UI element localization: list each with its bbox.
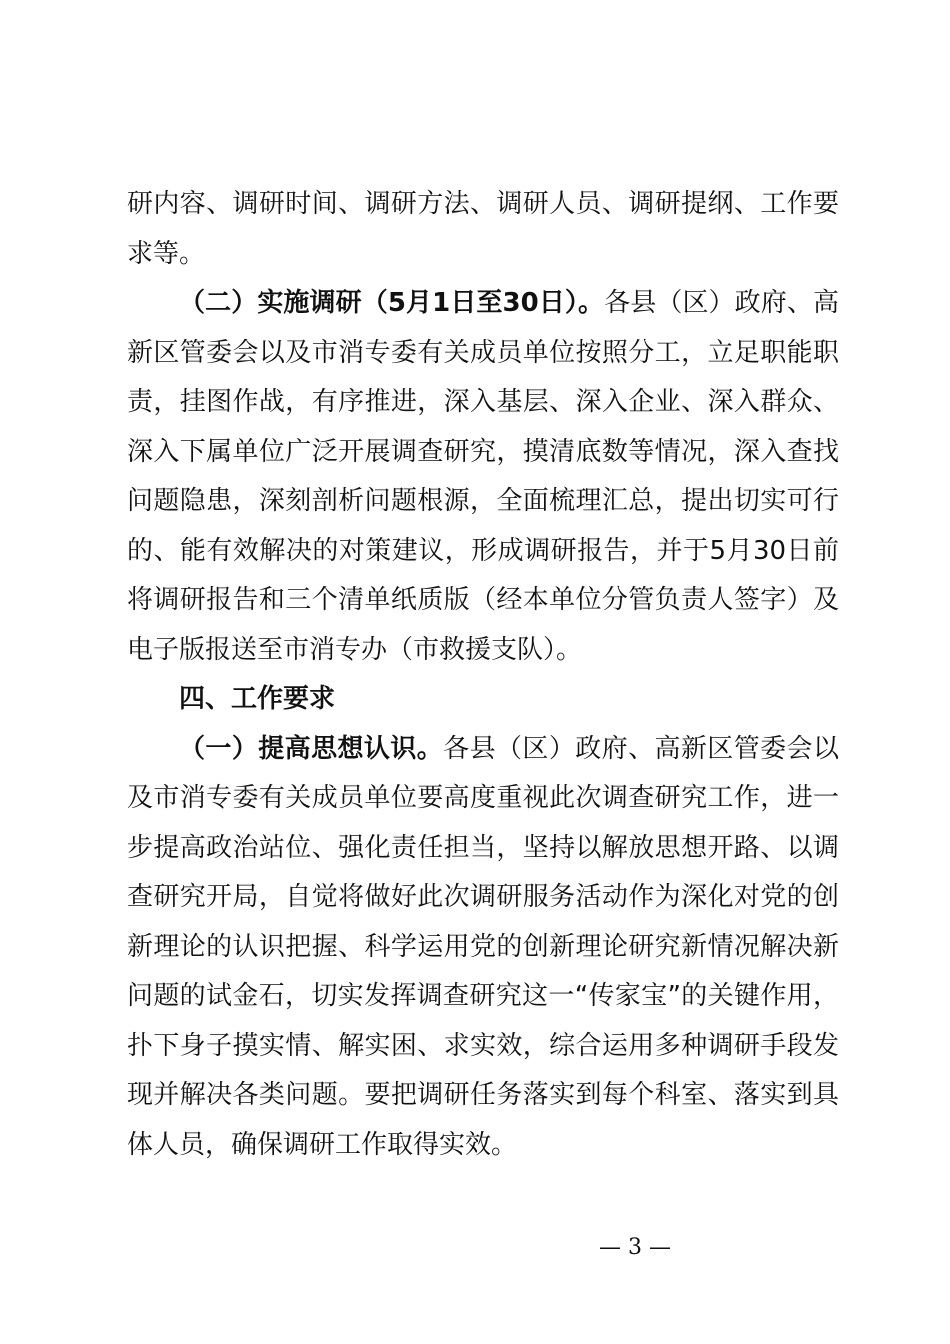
page-number-text: — 3 —: [599, 1235, 671, 1260]
paragraph-raise-awareness: [127, 725, 839, 1171]
section-heading-implement-research: （二）实施调研（5月1日至30日）。: [179, 288, 605, 318]
paragraph-text: 研内容、调研时间、调研方法、调研人员、调研提纲、工作要求等。: [127, 189, 839, 269]
paragraph-research-content: [127, 180, 839, 279]
section-heading-raise-awareness: （一）提高思想认识。: [179, 733, 444, 764]
document-body: [127, 180, 839, 1170]
paragraph-text: 各县（区）政府、高新区管委会以及市消专委有关成员单位按照分工，立足职能职责，挂图作战，有序推进，深入基层、深入企业、深入群众、深入下属单位广泛开展调查研究，摸清底数等情况，深入查找问题隐患，深刻剖析问题根源，全面梳理汇总，提出切实可行的、能有效解决的对策建议，形成调研报告，并于5月30日前将调研报告和三个清单纸质版（经本单位分管负责人签字）及电子版报送至市消专办（市救援支队）。: [127, 288, 839, 665]
section-heading-work-requirements: 四、工作要求: [179, 684, 336, 714]
paragraph-text: 各县（区）政府、高新区管委会以及市消专委有关成员单位要高度重视此次调查研究工作，进一步提高政治站位、强化责任担当，坚持以解放思想开路、以调查研究开局，自觉将做好此次调研服务活动作为深化对党的创新理论的认识把握、科学运用党的创新理论研究新情况解决新问题的试金石，切实发挥调查研究这一“传家宝”的关键作用，扑下身子摸实情、解实困、求实效，综合运用多种调研手段发现并解决各类问题。要把调研任务落实到每个科室、落实到具体人员，确保调研工作取得实效。: [127, 733, 839, 1160]
paragraph-implement-research: [127, 279, 839, 675]
page-number: [0, 1235, 950, 1260]
